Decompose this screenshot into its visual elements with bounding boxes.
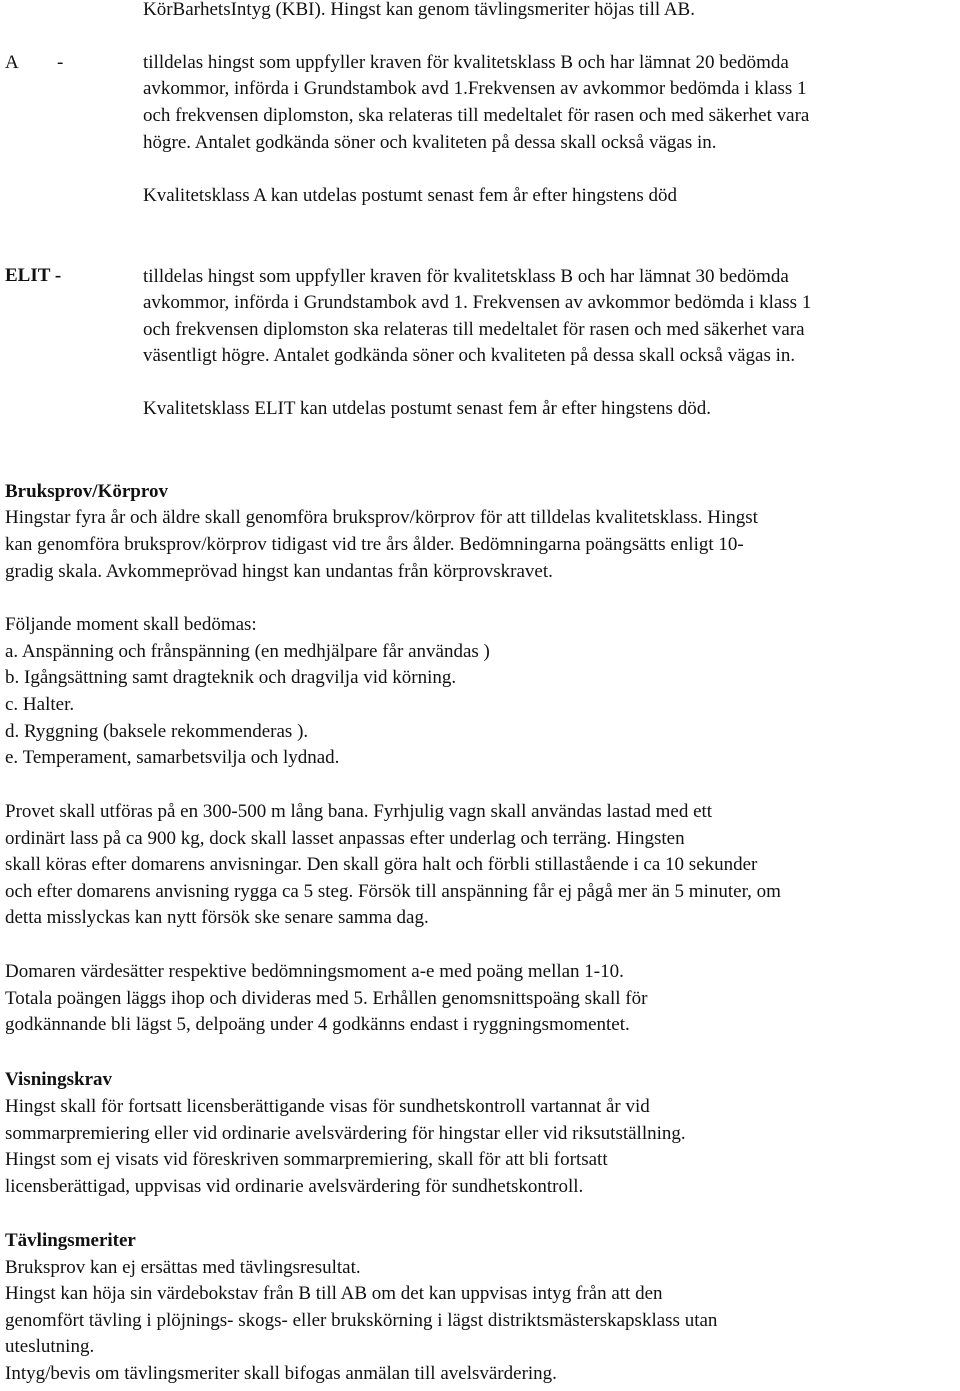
- intro-line: KörBarhetsIntyg (KBI). Hingst kan genom tävlingsmeriter höjas till AB.: [143, 0, 695, 20]
- procedure-line: skall köras efter domarens anvisningar. Den skall göra halt och förbli stillastående i ca 10 sekunder: [5, 854, 758, 875]
- procedure-line: ordinärt lass på ca 900 kg, dock skall lasset anpassas efter underlag och terräng. Hingsten: [5, 828, 685, 849]
- visningskrav-line: licensberättigad, uppvisas vid ordinarie avelsvärdering för sundhetskontroll.: [5, 1176, 584, 1197]
- class-elit-line: tilldelas hingst som uppfyller kraven för kvalitetsklass B och har lämnat 30 bedömda: [143, 266, 789, 287]
- class-elit-line: avkommor, införda i Grundstambok avd 1. Frekvensen av avkommor bedömda i klass 1: [143, 292, 812, 313]
- procedure-line: Provet skall utföras på en 300-500 m lång bana. Fyrhjulig vagn skall användas lastad med ett: [5, 801, 713, 822]
- tavlingsmeriter-line: Bruksprov kan ej ersättas med tävlingsresultat.: [5, 1257, 361, 1278]
- class-a-line: högre. Antalet godkända söner och kvaliteten på dessa skall också vägas in.: [143, 132, 717, 153]
- scoring-line: Domaren värdesätter respektive bedömningsmoment a-e med poäng mellan 1-10.: [5, 961, 624, 982]
- class-a-dash: -: [57, 52, 64, 73]
- scoring-line: godkännande bli lägst 5, delpoäng under 4 godkänns endast i ryggningsmomentet.: [5, 1014, 630, 1035]
- class-elit-line: och frekvensen diplomston ska relateras till medeltalet för rasen och med säkerhet vara: [143, 319, 805, 340]
- tavlingsmeriter-line: genomfört tävling i plöjnings- skogs- eller brukskörning i lägst distriktsmästerskapsklass utan: [5, 1310, 718, 1331]
- class-elit-posthumous: Kvalitetsklass ELIT kan utdelas postumt senast fem år efter hingstens död.: [143, 398, 711, 419]
- moment-item: b. Igångsättning samt dragteknik och dragvilja vid körning.: [5, 667, 457, 688]
- class-a-line: och frekvensen diplomston, ska relateras till medeltalet för rasen och med säkerhet vara: [143, 105, 810, 126]
- procedure-line: detta misslyckas kan nytt försök ske senare samma dag.: [5, 907, 429, 928]
- tavlingsmeriter-line: Intyg/bevis om tävlingsmeriter skall bifogas anmälan till avelsvärdering.: [5, 1363, 557, 1384]
- bruksprov-intro-line: gradig skala. Avkommeprövad hingst kan undantas från körprovskravet.: [5, 561, 553, 582]
- scoring-line: Totala poängen läggs ihop och divideras med 5. Erhållen genomsnittspoäng skall för: [5, 988, 648, 1009]
- visningskrav-heading: Visningskrav: [5, 1069, 112, 1090]
- bruksprov-heading: Bruksprov/Körprov: [5, 481, 168, 502]
- class-a-line: tilldelas hingst som uppfyller kraven för kvalitetsklass B och har lämnat 20 bedömda: [143, 52, 789, 73]
- tavlingsmeriter-heading: Tävlingsmeriter: [5, 1230, 136, 1251]
- moment-item: c. Halter.: [5, 694, 75, 715]
- moment-item: d. Ryggning (baksele rekommenderas ).: [5, 721, 309, 742]
- class-elit-marker: ELIT -: [5, 265, 62, 286]
- moment-item: e. Temperament, samarbetsvilja och lydnad.: [5, 747, 340, 768]
- visningskrav-line: Hingst som ej visats vid föreskriven sommarpremiering, skall för att bli fortsatt: [5, 1149, 608, 1170]
- moment-item: a. Anspänning och frånspänning (en medhjälpare får användas ): [5, 641, 490, 662]
- bruksprov-intro-line: kan genomföra bruksprov/körprov tidigast vid tre års ålder. Bedömningarna poängsätts enligt 10-: [5, 534, 744, 555]
- tavlingsmeriter-line: uteslutning.: [5, 1336, 95, 1357]
- tavlingsmeriter-line: Hingst kan höja sin värdebokstav från B till AB om det kan uppvisas intyg från att den: [5, 1283, 663, 1304]
- bruksprov-intro-line: Hingstar fyra år och äldre skall genomföra bruksprov/körprov för att tilldelas kvalitetsklass. Hingst: [5, 507, 758, 528]
- visningskrav-line: sommarpremiering eller vid ordinarie avelsvärdering för hingstar eller vid riksutställning.: [5, 1123, 686, 1144]
- moments-heading: Följande moment skall bedömas:: [5, 614, 257, 635]
- class-a-line: avkommor, införda i Grundstambok avd 1.Frekvensen av avkommor bedömda i klass 1: [143, 78, 807, 99]
- class-a-marker: A: [5, 52, 19, 73]
- visningskrav-line: Hingst skall för fortsatt licensberättigande visas för sundhetskontroll vartannat år vid: [5, 1096, 650, 1117]
- procedure-line: och efter domarens anvisning rygga ca 5 steg. Försök till anspänning får ej pågå mer än 5 minuter, om: [5, 881, 781, 902]
- class-a-posthumous: Kvalitetsklass A kan utdelas postumt senast fem år efter hingstens död: [143, 185, 678, 206]
- class-elit-line: väsentligt högre. Antalet godkända söner och kvaliteten på dessa skall också vägas in.: [143, 345, 796, 366]
